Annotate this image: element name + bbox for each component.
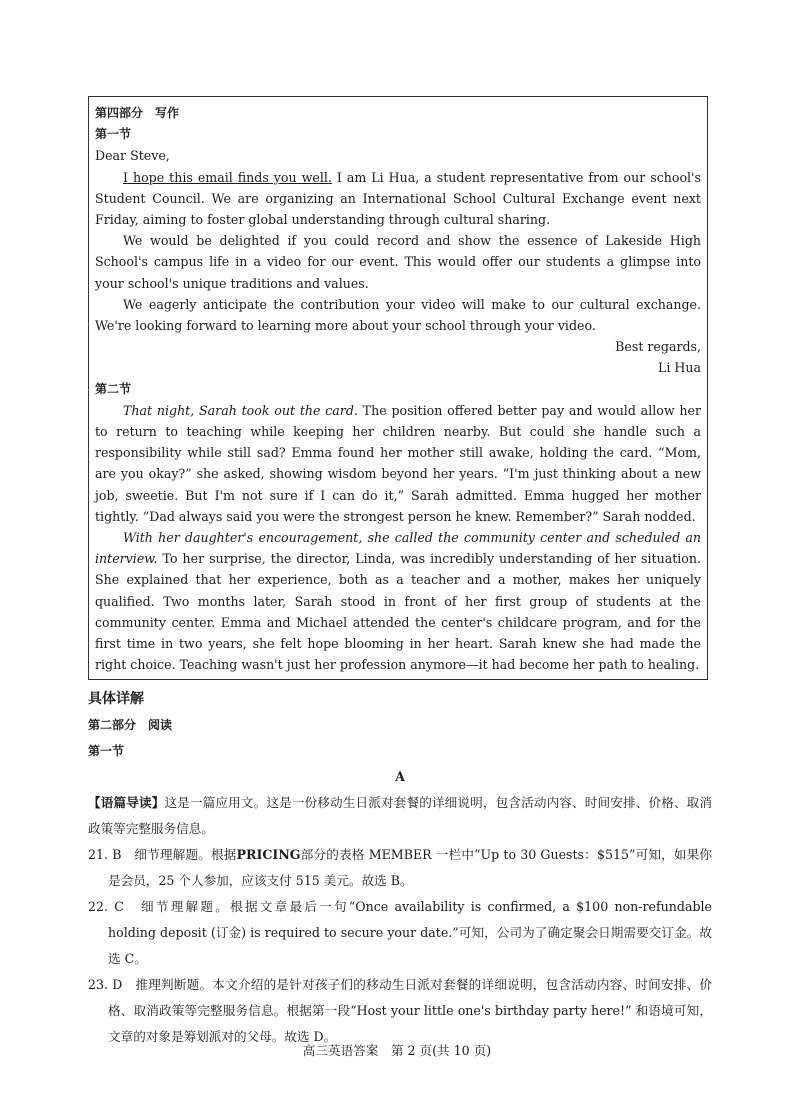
detail-heading: 具体详解 <box>88 691 144 707</box>
part2-title: 第二部分 阅读 <box>88 718 173 732</box>
answer-22 <box>88 894 712 972</box>
answer-23-text: 推理判断题。本文介绍的是针对孩子们的移动生日派对套餐的详细说明，包含活动内容、时间安排、价格、取消政策等完整服务信息。根据第一段“Host your little one's birthday party here!” 和语境可知，文章的对象是筹划派对的父母。故选 D。 <box>108 977 712 1044</box>
paragraph-1-rest: I am Li Hua, a student representative from our school's Student Council. We are organizing an International School Cultural Exchange event next Friday, aiming to foster global understanding through cultural sharing. <box>95 169 701 228</box>
detailed-explanation <box>88 686 712 1050</box>
passage-guide <box>88 790 712 842</box>
part4-title: 第四部分 写作 <box>95 106 180 120</box>
letter-greeting: Dear Steve, <box>95 148 170 164</box>
detail-section1-title: 第一节 <box>88 744 125 758</box>
section1-title: 第一节 <box>95 127 132 142</box>
story-paragraph-1 <box>95 400 701 527</box>
answer-22-text: 细节理解题。根据文章最后一句“Once availability is confirmed, a $100 non-refundable holding deposit (订金) is required to secure your date.”可知，公司为了确定聚会日期需要交订金。故选 C。 <box>108 899 712 966</box>
story-paragraph-1-rest: The position offered better pay and would allow her to return to teaching while keeping her children nearby. But could she handle such a responsibility while still sad? Emma found her mother still awake, holding the card. “Mom, are you okay?” she asked, showing wisdom beyond her years. “I'm just thinking about a new job, sweetie. But I'm not sure if I can do it,” Sarah admitted. Emma hugged her mother tightly. “Dad always said you were the strongest person he knew. Remember?” Sarah nodded. <box>95 402 701 524</box>
answer-22-number: 22. C <box>88 899 124 914</box>
underlined-sentence: I hope this email finds you well. <box>123 169 332 185</box>
answer-21-number: 21. B <box>88 847 122 862</box>
answer-23-number: 23. D <box>88 977 123 992</box>
passage-label: A <box>395 769 405 784</box>
answer-21-text-a: 细节理解题。根据 <box>121 847 237 862</box>
guide-tag: 【语篇导读】 <box>88 795 165 810</box>
letter-paragraph-2: We would be delighted if you could record and show the essence of Lakeside High School's campus life in a video for our event. This would offer our students a glimpse into your school's unique traditions and values. <box>95 233 701 291</box>
guide-text: 这是一篇应用文。这是一份移动生日派对套餐的详细说明，包含活动内容、时间安排、价格、取消政策等完整服务信息。 <box>88 795 713 836</box>
page-footer: 高三英语答案 第 2 页(共 10 页) <box>302 1043 492 1058</box>
story-paragraph-2 <box>95 527 701 675</box>
letter-closing: Best regards, <box>615 339 701 355</box>
section2-title: 第二节 <box>95 381 132 396</box>
story-paragraph-2-rest: To her surprise, the director, Linda, was incredibly understanding of her situation. She explained that her experience, both as a teacher and a mother, makes her uniquely qualified. Two months later, Sarah stood in front of her first group of students at the community center. Emma and Michael attended the center's childcare program, and for the first time in two years, she felt hope blooming in her heart. Sarah knew she had made the right choice. Teaching wasn't just her profession anymore—it had become her path to healing. <box>95 551 701 673</box>
story-second-opening-italic: With her daughter's encouragement, she called the community center and scheduled an interview. <box>95 530 701 567</box>
story-opening-italic: That night, Sarah took out the card. <box>123 402 358 418</box>
letter-paragraph-3: We eagerly anticipate the contribution your video will make to our cultural exchange. We're looking forward to learning more about your school through your video. <box>95 296 701 334</box>
answer-23 <box>88 972 712 1050</box>
letter-signature: Li Hua <box>658 360 701 376</box>
answer-21-text-b: 部分的表格 MEMBER 一栏中“Up to 30 Guests：$515”可知，如果你是会员，25 个人参加，应该支付 515 美元。故选 B。 <box>108 847 713 888</box>
letter-paragraph-1 <box>95 167 701 231</box>
answer-21 <box>88 842 712 894</box>
writing-answer-box <box>88 96 708 680</box>
answer-21-bold: PRICING <box>236 847 301 862</box>
